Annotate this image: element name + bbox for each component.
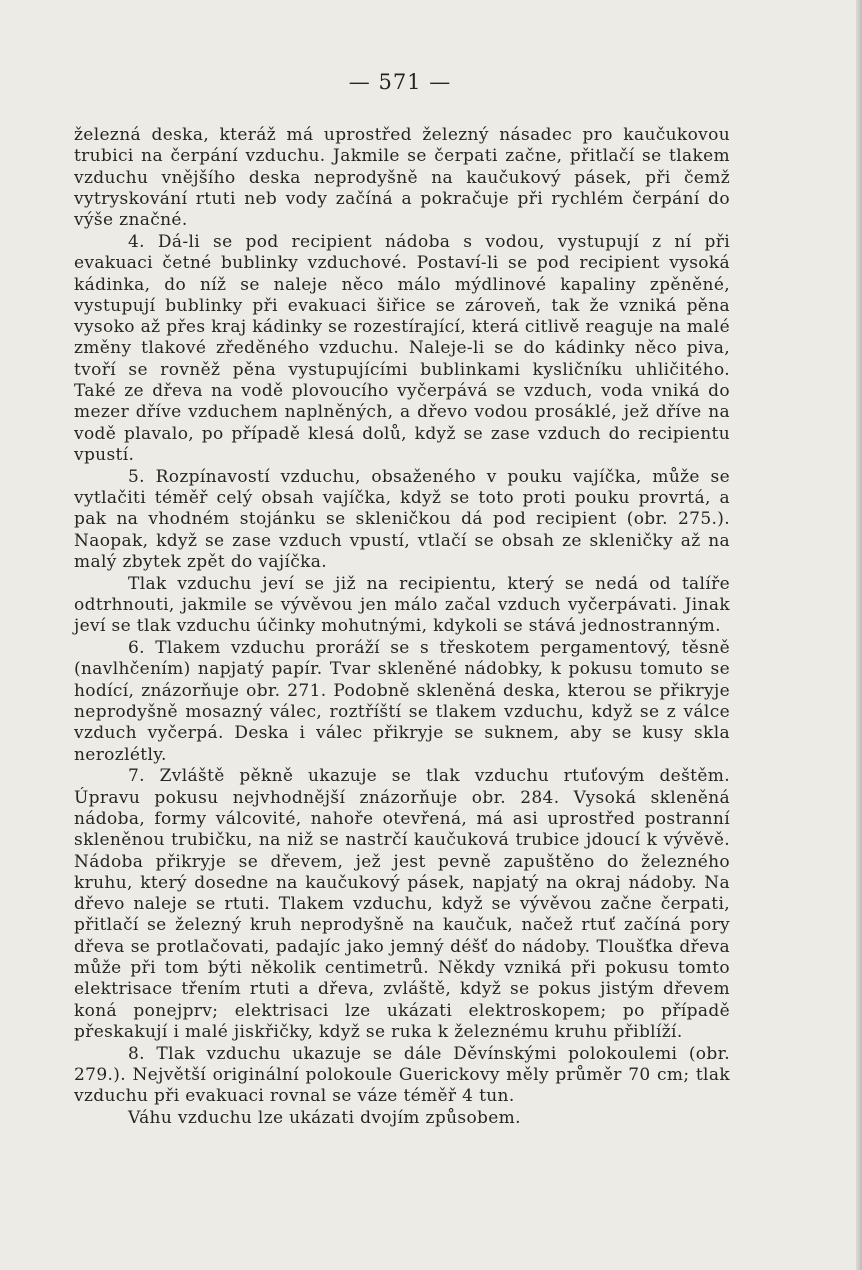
page-edge-shadow	[856, 0, 862, 1270]
paragraph: železná deska, kteráž má uprostřed železný násadec pro kaučukovou trubici na čerpání vzduchu. Jakmile se čerpati začne, přitlačí se tlakem vzduchu vnějšího deska neprodyšně na kaučukový pásek, při čemž vytryskování rtuti neb vody začíná a pokračuje při rychlém čerpání do výše značné.	[74, 125, 730, 231]
paragraph-7: 7. Zvláště pěkně ukazuje se tlak vzduchu rtuťovým deštěm. Úpravu pokusu nejvhodnější znázorňuje obr. 284. Vysoká skleněná nádoba, formy válcovité, nahoře otevřená, má asi uprostřed postranní skleněnou trubičku, na niž se nastrčí kaučuková trubice jdoucí k vývěvě. Nádoba přikryje se dřevem, jež jest pevně zapuštěno do železného kruhu, který dosedne na kaučukový pásek, napjatý na okraj nádoby. Na dřevo naleje se rtuti. Tlakem vzduchu, když se vývěvou začne čerpati, přitlačí se železný kruh neprodyšně na kaučuk, načež rtuť začíná pory dřeva se protlačovati, padajíc jako jemný déšť do nádoby. Tloušťka dřeva může při tom býti několik centimetrů. Někdy vzniká při pokusu tomto elektrisace třením rtuti a dřeva, zvláště, když se pokus jistým dřevem koná ponejprv; elektrisaci lze ukázati elektroskopem; po případě přeskakují i malé jiskřičky, když se ruka k železnému kruhu přiblíží.	[74, 766, 730, 1042]
paragraph-4: 4. Dá-li se pod recipient nádoba s vodou, vystupují z ní při evakuaci četné bublinky vzduchové. Postaví-li se pod recipient vysoká kádinka, do níž se naleje něco málo mýdlinové kapaliny zpěněné, vystupují bublinky při evakuaci šiřice se zároveň, tak že vzniká pěna vysoko až přes kraj kádinky se rozestírající, která citlivě reaguje na malé změny tlakové zředěného vzduchu. Naleje-li se do kádinky něco piva, tvoří se rovněž pěna vystupujícími bublinkami kysličníku uhličitého. Také ze dřeva na vodě plovoucího vyčerpává se vzduch, voda vniká do mezer dříve vzduchem naplněných, a dřevo vodou prosáklé, jež dříve na vodě plavalo, po případě klesá dolů, když se zase vzduch do recipientu vpustí.	[74, 231, 730, 465]
paragraph-8: 8. Tlak vzduchu ukazuje se dále Děvínskými polokoulemi (obr. 279.). Největší originální polokoule Guerickovy měly průměr 70 cm; tlak vzduchu při evakuaci rovnal se váze téměř 4 tun.	[74, 1043, 730, 1107]
paragraph-tlak: Tlak vzduchu jeví se již na recipientu, který se nedá od talíře odtrhnouti, jakmile se vývěvou jen málo začal vzduch vyčerpávati. Jinak jeví se tlak vzduchu účinky mohutnými, kdykoli se stává jednostranným.	[74, 573, 730, 637]
body-text	[74, 125, 730, 1129]
paragraph-6: 6. Tlakem vzduchu proráží se s třeskotem pergamentový, těsně (navlhčením) napjatý papír. Tvar skleněné nádobky, k pokusu tomuto se hodící, znázorňuje obr. 271. Podobně skleněná deska, kterou se přikryje neprodyšně mosazný válec, roztříští se tlakem vzduchu, když se z válce vzduch vyčerpá. Deska i válec přikryje se suknem, aby se kusy skla nerozlétly.	[74, 638, 730, 765]
page-number: — 571 —	[348, 70, 452, 94]
paragraph-5: 5. Rozpínavostí vzduchu, obsaženého v pouku vajíčka, může se vytlačiti téměř celý obsah vajíčka, když se toto proti pouku provrtá, a pak na vhodném stojánku se skleničkou dá pod recipient (obr. 275.). Naopak, když se zase vzduch vpustí, vtlačí se obsah ze skleničky až na malý zbytek zpět do vajíčka.	[74, 466, 730, 572]
paragraph-vaha: Váhu vzduchu lze ukázati dvojím způsobem.	[128, 1108, 521, 1129]
